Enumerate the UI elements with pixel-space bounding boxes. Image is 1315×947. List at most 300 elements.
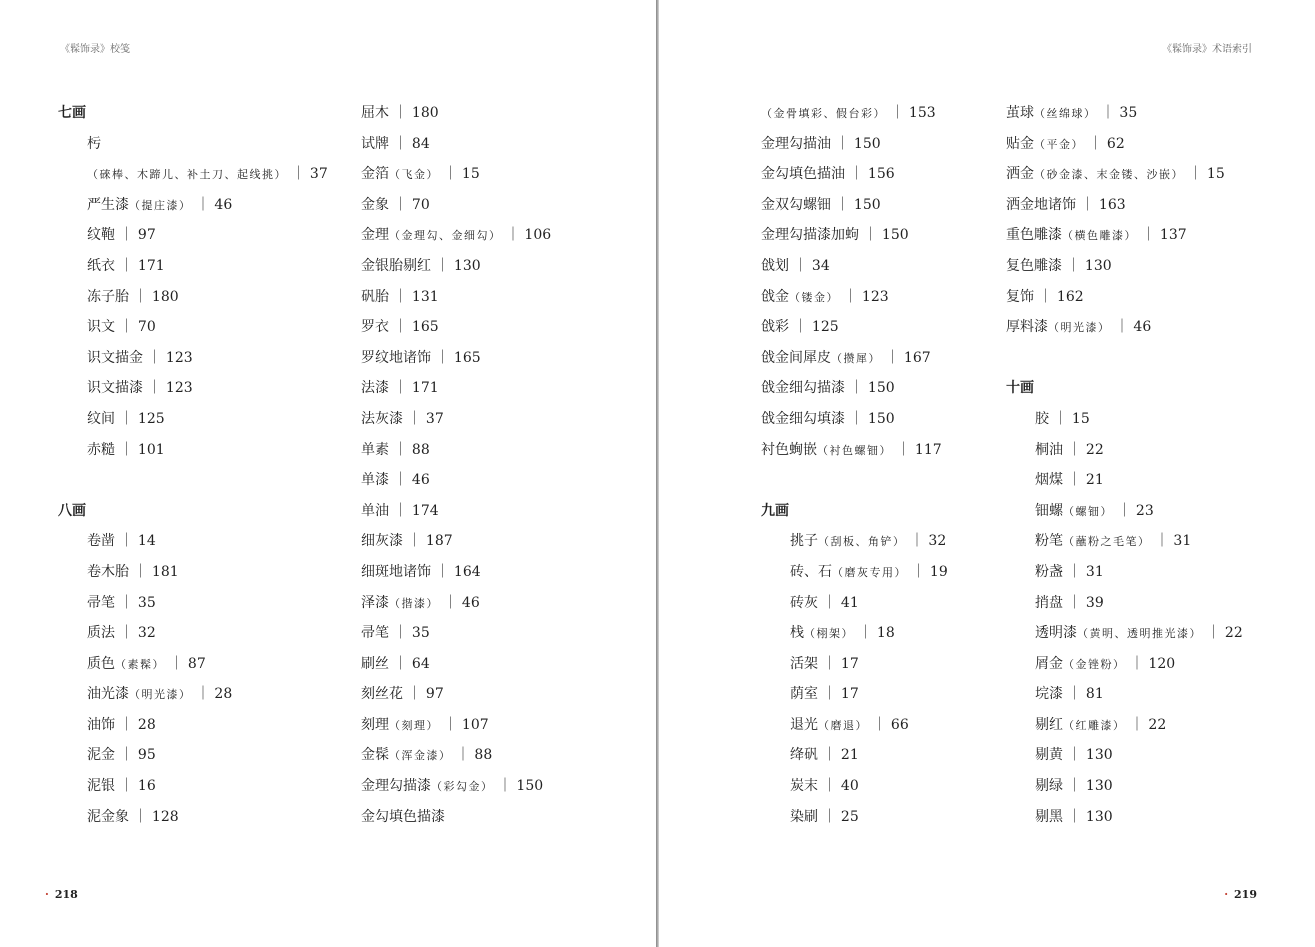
entry-page-ref: 21 — [840, 747, 859, 764]
entry-page-ref: 14 — [137, 533, 156, 550]
entry-page-ref: 167 — [903, 349, 931, 366]
index-entry — [1006, 588, 1306, 619]
entry-alias: （素髹） — [115, 657, 165, 671]
index-entry — [361, 557, 661, 588]
entry-term: 法漆 — [361, 380, 389, 397]
page-number — [45, 888, 78, 901]
entry-term: 衬色蜔嵌 — [761, 441, 817, 458]
entry-term: 冻子胎 — [87, 288, 129, 305]
entry-separator: ｜ — [493, 778, 517, 795]
index-entry — [58, 802, 358, 833]
entry-term: 矾胎 — [361, 288, 389, 305]
index-entry — [1006, 404, 1306, 435]
entry-page-ref: 17 — [840, 686, 859, 703]
entry-page-ref: 66 — [890, 716, 909, 733]
index-entry — [361, 588, 661, 619]
entry-separator: ｜ — [1063, 808, 1086, 825]
entry-term: 严生漆 — [87, 196, 129, 213]
entry-separator: ｜ — [191, 686, 215, 703]
entry-separator: ｜ — [389, 135, 412, 152]
running-head: 《髹饰录》术语索引 — [1162, 44, 1252, 55]
index-entry — [58, 343, 358, 374]
entry-separator: ｜ — [1063, 594, 1086, 611]
entry-alias: （镂金） — [789, 290, 839, 304]
entry-page-ref: 62 — [1106, 135, 1125, 152]
entry-term: 纸衣 — [87, 257, 115, 274]
entry-alias: （螺钿） — [1063, 504, 1113, 518]
index-entry — [361, 373, 661, 404]
index-entry — [1006, 312, 1306, 343]
entry-term: 绛矾 — [790, 747, 818, 764]
entry-separator: ｜ — [115, 778, 138, 795]
entry-page-ref: 123 — [165, 349, 193, 366]
index-entry — [361, 98, 661, 129]
entry-separator: ｜ — [501, 227, 525, 244]
entry-separator: ｜ — [818, 655, 841, 672]
entry-separator: ｜ — [165, 655, 188, 672]
entry-term: 金理勾描油 — [761, 135, 831, 152]
entry-separator: ｜ — [403, 410, 426, 427]
entry-separator: ｜ — [115, 625, 138, 642]
blank-row — [1006, 343, 1306, 374]
entry-term: 胶 — [1035, 410, 1049, 427]
folio-dot: · — [1224, 888, 1229, 901]
entry-term: 戗金细勾描漆 — [761, 380, 845, 397]
entry-page-ref: 35 — [137, 594, 156, 611]
left-page — [0, 0, 656, 947]
entry-page-ref: 150 — [867, 380, 895, 397]
entry-page-ref: 84 — [411, 135, 430, 152]
entry-term: 屑金 — [1035, 655, 1063, 672]
entry-separator: ｜ — [389, 288, 412, 305]
stroke-count-heading: 九画 — [761, 502, 789, 519]
index-entry — [361, 312, 661, 343]
entry-alias: （明光漆） — [1048, 321, 1111, 335]
entry-separator: ｜ — [115, 716, 138, 733]
index-entry — [361, 435, 661, 466]
index-entry — [58, 771, 358, 802]
entry-page-ref: 23 — [1135, 502, 1154, 519]
entry-page-ref: 181 — [151, 563, 179, 580]
entry-page-ref: 32 — [928, 533, 947, 550]
entry-term: 金勾填色描漆 — [361, 808, 445, 825]
entry-term: 金象 — [361, 196, 389, 213]
entry-page-ref: 15 — [1206, 166, 1225, 183]
index-entry — [58, 404, 358, 435]
entry-page-ref: 40 — [840, 778, 859, 795]
index-entry — [58, 679, 358, 710]
index-column — [58, 98, 358, 832]
entry-term: 金髹 — [361, 747, 389, 764]
entry-term: 金双勾螺钿 — [761, 196, 831, 213]
index-entry — [1006, 557, 1306, 588]
entry-term: 戗金细勾填漆 — [761, 410, 845, 427]
entry-page-ref: 162 — [1056, 288, 1084, 305]
index-entry — [1006, 465, 1306, 496]
entry-page-ref: 150 — [516, 778, 544, 795]
entry-alias: （浑金漆） — [389, 749, 452, 763]
entry-term: 帚笔 — [361, 625, 389, 642]
index-entry — [1006, 710, 1306, 741]
entry-alias: （刮板、角铲） — [818, 535, 906, 549]
entry-page-ref: 130 — [453, 257, 481, 274]
entry-separator: ｜ — [868, 716, 891, 733]
entry-term: 砖灰 — [790, 594, 818, 611]
folio-dot: · — [45, 888, 49, 901]
entry-term: 罗衣 — [361, 319, 389, 336]
entry-term: 金理勾描漆 — [361, 778, 431, 795]
entry-alias: （黄明、透明推光漆） — [1077, 627, 1202, 641]
entry-separator: ｜ — [1076, 196, 1099, 213]
index-entry — [58, 618, 358, 649]
entry-page-ref: 180 — [151, 288, 179, 305]
entry-term: 厚料漆 — [1006, 319, 1048, 336]
entry-page-ref: 97 — [425, 686, 444, 703]
entry-separator: ｜ — [115, 533, 138, 550]
entry-separator: ｜ — [892, 441, 915, 458]
entry-page-ref: 21 — [1085, 472, 1104, 489]
entry-term: 刷丝 — [361, 655, 389, 672]
entry-term: 戗金 — [761, 288, 789, 305]
entry-page-ref: 97 — [137, 227, 156, 244]
entry-separator: ｜ — [831, 135, 854, 152]
entry-term: 挑子 — [790, 533, 818, 550]
entry-page-ref: 35 — [1119, 105, 1138, 121]
blank-row — [58, 465, 358, 496]
entry-alias: （砂金漆、末金镂、沙嵌） — [1034, 168, 1184, 182]
entry-separator: ｜ — [886, 105, 909, 121]
entry-separator: ｜ — [115, 594, 138, 611]
index-entry — [58, 557, 358, 588]
entry-separator: ｜ — [143, 349, 166, 366]
index-entry — [58, 526, 358, 557]
entry-term: 复色雕漆 — [1006, 257, 1062, 274]
index-entry — [361, 190, 661, 221]
entry-term: 剔黑 — [1035, 808, 1063, 825]
entry-term: 刻丝花 — [361, 686, 403, 703]
entry-separator: ｜ — [1063, 747, 1086, 764]
entry-page-ref: 171 — [411, 380, 439, 397]
entry-term: 识文描漆 — [87, 380, 143, 397]
entry-separator: ｜ — [403, 686, 426, 703]
entry-term: 泥金象 — [87, 808, 129, 825]
entry-alias: （揩漆） — [389, 596, 439, 610]
entry-separator: ｜ — [389, 441, 412, 458]
entry-term: 杇 — [87, 135, 101, 152]
entry-page-ref: 46 — [461, 594, 480, 611]
entry-page-ref: 81 — [1085, 686, 1104, 703]
entry-page-ref: 70 — [137, 319, 156, 336]
entry-term: 钿螺 — [1035, 502, 1063, 519]
entry-page-ref: 131 — [411, 288, 439, 305]
entry-term: 剔红 — [1035, 716, 1063, 733]
index-column — [361, 98, 661, 832]
entry-page-ref: 123 — [861, 288, 889, 305]
index-entry — [58, 373, 358, 404]
entry-term: 粉笔 — [1035, 533, 1063, 550]
entry-alias: （金骨填彩、假台彩） — [761, 107, 886, 120]
entry-page-ref: 17 — [840, 655, 859, 672]
index-entry — [1006, 618, 1306, 649]
entry-term: 纹鞄 — [87, 227, 115, 244]
entry-term: 金理勾描漆加蚼 — [761, 227, 859, 244]
entry-page-ref: 70 — [411, 196, 430, 213]
index-entry — [361, 159, 661, 190]
index-entry — [58, 190, 358, 221]
entry-term: 罗纹地诸饰 — [361, 349, 431, 366]
entry-page-ref: 130 — [1085, 747, 1113, 764]
index-entry — [58, 588, 358, 619]
index-entry — [361, 710, 661, 741]
index-entry — [58, 282, 358, 313]
entry-alias: （横色雕漆） — [1062, 229, 1137, 243]
entry-separator: ｜ — [389, 625, 412, 642]
entry-alias: （磨灰专用） — [832, 565, 907, 579]
entry-separator: ｜ — [1063, 686, 1086, 703]
entry-term: 质法 — [87, 625, 115, 642]
entry-separator: ｜ — [115, 441, 138, 458]
index-entry — [361, 129, 661, 160]
index-entry — [1006, 282, 1306, 313]
entry-separator: ｜ — [129, 808, 152, 825]
entry-separator: ｜ — [1063, 441, 1086, 458]
entry-term: 卷木胎 — [87, 563, 129, 580]
index-entry — [361, 251, 661, 282]
entry-separator: ｜ — [818, 778, 841, 795]
entry-term: 退光 — [790, 716, 818, 733]
entry-term: 茧球 — [1006, 105, 1034, 121]
entry-separator: ｜ — [831, 196, 854, 213]
entry-separator: ｜ — [905, 533, 929, 550]
entry-page-ref: 18 — [876, 625, 895, 642]
entry-alias: （栩架） — [804, 627, 854, 641]
entry-term: 油饰 — [87, 716, 115, 733]
index-entry — [1006, 159, 1306, 190]
entry-term: 识文描金 — [87, 349, 143, 366]
entry-term: 活架 — [790, 655, 818, 672]
entry-page-ref: 174 — [411, 502, 439, 519]
entry-separator: ｜ — [859, 227, 882, 244]
index-entry — [1006, 679, 1306, 710]
entry-alias: （䂾棒、木蹄儿、补土刀、起线挑） — [87, 168, 287, 182]
entry-page-ref: 35 — [411, 625, 430, 642]
entry-page-ref: 22 — [1224, 625, 1243, 642]
entry-term: 纹间 — [87, 410, 115, 427]
entry-page-ref: 46 — [411, 472, 430, 489]
entry-alias: （金理勾、金细勾） — [389, 229, 502, 243]
index-entry — [1006, 190, 1306, 221]
entry-page-ref: 171 — [137, 257, 165, 274]
entry-separator: ｜ — [845, 380, 868, 397]
entry-term: 识文 — [87, 319, 115, 336]
index-entry — [1006, 220, 1306, 251]
entry-separator: ｜ — [1063, 778, 1086, 795]
entry-separator: ｜ — [1063, 472, 1086, 489]
page-number — [1224, 888, 1257, 901]
entry-separator: ｜ — [115, 319, 138, 336]
entry-separator: ｜ — [1063, 563, 1086, 580]
entry-separator: ｜ — [439, 716, 462, 733]
entry-page-ref: 87 — [187, 655, 206, 672]
entry-separator: ｜ — [1202, 625, 1225, 642]
entry-page-ref: 165 — [453, 349, 481, 366]
entry-term: 质色 — [87, 655, 115, 672]
entry-term: 卷凿 — [87, 533, 115, 550]
entry-term: 贴金 — [1006, 135, 1034, 152]
entry-alias: （红雕漆） — [1063, 718, 1126, 732]
entry-separator: ｜ — [839, 288, 862, 305]
entry-page-ref: 163 — [1098, 196, 1126, 213]
entry-separator: ｜ — [115, 227, 138, 244]
entry-separator: ｜ — [881, 349, 904, 366]
index-entry — [1006, 771, 1306, 802]
index-entry — [361, 404, 661, 435]
index-entry — [1006, 496, 1306, 527]
entry-separator: ｜ — [439, 594, 462, 611]
entry-separator: ｜ — [389, 655, 412, 672]
entry-page-ref: 88 — [411, 441, 430, 458]
entry-separator: ｜ — [789, 319, 812, 336]
entry-page-ref: 95 — [137, 747, 156, 764]
index-entry — [58, 159, 358, 190]
index-entry — [58, 740, 358, 771]
entry-term: 垸漆 — [1035, 686, 1063, 703]
entry-page-ref: 130 — [1085, 808, 1113, 825]
entry-separator: ｜ — [115, 747, 138, 764]
entry-page-ref: 46 — [1133, 319, 1152, 336]
entry-term: 粉盏 — [1035, 563, 1063, 580]
entry-separator: ｜ — [1184, 166, 1207, 183]
entry-term: 泥金 — [87, 747, 115, 764]
entry-separator: ｜ — [1137, 227, 1160, 244]
entry-separator: ｜ — [389, 319, 412, 336]
entry-page-ref: 128 — [151, 808, 179, 825]
entry-page-ref: 106 — [524, 227, 552, 244]
stroke-count-heading: 十画 — [1006, 380, 1034, 397]
entry-alias: （蘸粉之毛笔） — [1063, 535, 1151, 549]
stroke-count-heading: 七画 — [58, 105, 86, 121]
entry-page-ref: 150 — [881, 227, 909, 244]
entry-separator: ｜ — [907, 563, 930, 580]
index-entry — [1006, 740, 1306, 771]
entry-separator: ｜ — [287, 166, 310, 183]
entry-separator: ｜ — [389, 502, 412, 519]
entry-page-ref: 117 — [914, 441, 942, 458]
entry-term: 金银胎剔红 — [361, 257, 431, 274]
entry-separator: ｜ — [1125, 655, 1149, 672]
entry-separator: ｜ — [1049, 410, 1072, 427]
entry-page-ref: 187 — [425, 533, 453, 550]
index-entry — [1006, 802, 1306, 833]
entry-term: 戗彩 — [761, 319, 789, 336]
entry-term: 法灰漆 — [361, 410, 403, 427]
entry-alias: （攒犀） — [831, 351, 881, 365]
entry-alias: （平金） — [1034, 137, 1084, 151]
right-page — [659, 0, 1315, 947]
entry-term: 复饰 — [1006, 288, 1034, 305]
index-entry — [1006, 526, 1306, 557]
entry-page-ref: 137 — [1159, 227, 1187, 244]
entry-page-ref: 22 — [1148, 716, 1167, 733]
index-entry — [58, 710, 358, 741]
entry-page-ref: 16 — [137, 778, 156, 795]
entry-separator: ｜ — [1150, 533, 1174, 550]
entry-separator: ｜ — [845, 410, 868, 427]
entry-term: 单油 — [361, 502, 389, 519]
entry-page-ref: 130 — [1085, 778, 1113, 795]
entry-separator: ｜ — [854, 625, 877, 642]
entry-page-ref: 25 — [840, 808, 859, 825]
entry-page-ref: 41 — [840, 594, 859, 611]
entry-separator: ｜ — [431, 349, 454, 366]
entry-term: 洒金地诸饰 — [1006, 196, 1076, 213]
stroke-count-heading: 八画 — [58, 502, 86, 519]
entry-term: 金勾填色描油 — [761, 166, 845, 183]
entry-separator: ｜ — [845, 166, 868, 183]
entry-page-ref: 180 — [411, 105, 439, 121]
entry-term: 刻理 — [361, 716, 389, 733]
entry-term: 油光漆 — [87, 686, 129, 703]
entry-page-ref: 107 — [461, 716, 489, 733]
entry-separator: ｜ — [115, 410, 138, 427]
entry-page-ref: 15 — [1071, 410, 1090, 427]
index-entry — [361, 618, 661, 649]
index-entry — [361, 465, 661, 496]
entry-page-ref: 19 — [929, 563, 948, 580]
entry-separator: ｜ — [1125, 716, 1149, 733]
index-entry — [361, 802, 661, 833]
entry-page-ref: 31 — [1085, 563, 1104, 580]
entry-page-ref: 165 — [411, 319, 439, 336]
index-entry — [361, 526, 661, 557]
entry-term: 赤糙 — [87, 441, 115, 458]
entry-term: 金理 — [361, 227, 389, 244]
entry-separator: ｜ — [191, 196, 215, 213]
entry-term: 细斑地诸饰 — [361, 563, 431, 580]
entry-alias: （彩勾金） — [431, 780, 494, 794]
index-entry — [58, 129, 358, 160]
entry-term: 重色雕漆 — [1006, 227, 1062, 244]
entry-term: 戗划 — [761, 257, 789, 274]
entry-term: 泥银 — [87, 778, 115, 795]
index-entry — [361, 771, 661, 802]
index-entry — [1006, 98, 1306, 129]
entry-separator: ｜ — [389, 472, 412, 489]
entry-term: 捎盘 — [1035, 594, 1063, 611]
entry-separator: ｜ — [439, 166, 462, 183]
entry-term: 泽漆 — [361, 594, 389, 611]
entry-term: 染刷 — [790, 808, 818, 825]
entry-page-ref: 156 — [867, 166, 895, 183]
entry-term: 单素 — [361, 441, 389, 458]
entry-separator: ｜ — [1034, 288, 1057, 305]
entry-separator: ｜ — [818, 808, 841, 825]
index-entry — [1006, 649, 1306, 680]
entry-separator: ｜ — [431, 563, 454, 580]
index-entry — [361, 679, 661, 710]
entry-term: 桐油 — [1035, 441, 1063, 458]
entry-page-ref: 150 — [853, 135, 881, 152]
index-entry — [361, 496, 661, 527]
entry-alias: （刻理） — [389, 718, 439, 732]
index-entry — [361, 282, 661, 313]
entry-term: 烟煤 — [1035, 472, 1063, 489]
entry-alias: （飞金） — [389, 168, 439, 182]
index-column — [1006, 98, 1306, 832]
entry-page-ref: 125 — [137, 410, 165, 427]
index-entry — [1006, 251, 1306, 282]
entry-page-ref: 31 — [1173, 533, 1192, 550]
